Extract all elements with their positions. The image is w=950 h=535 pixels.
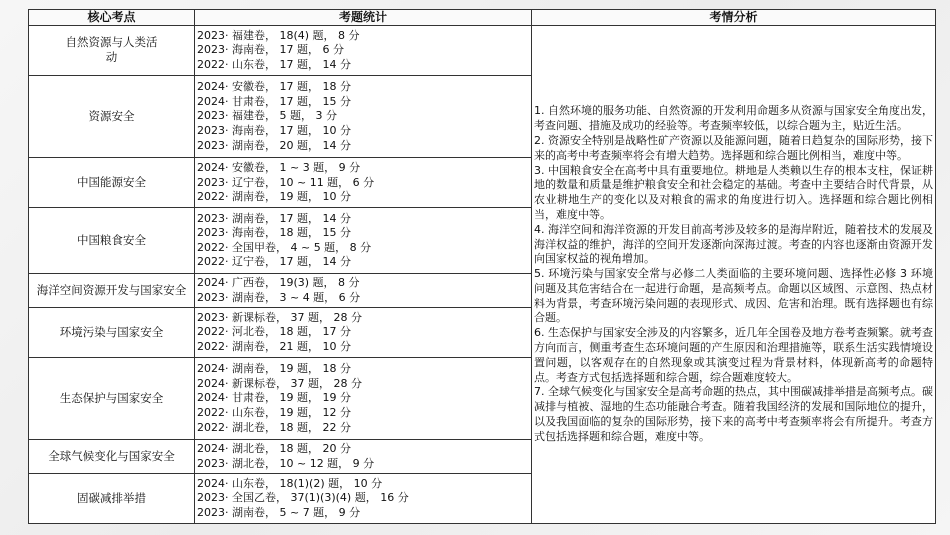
stat-line: 2023· 湖南卷， 3 ~ 4 题， 6 分 [197, 290, 361, 304]
stats-cell [195, 208, 532, 274]
topic-label: 中国能源安全 [77, 175, 146, 190]
stat-line: 2023· 湖南卷， 20 题， 14 分 [197, 138, 351, 152]
stat-line: 2024· 广西卷， 19(3) 题， 8 分 [197, 276, 360, 290]
topic-cell [29, 208, 195, 274]
stats-cell [195, 357, 532, 439]
table-row [29, 26, 936, 76]
stats-cell [195, 308, 532, 358]
stats-cell [195, 274, 532, 308]
stat-line: 2022· 全国甲卷， 4 ~ 5 题， 8 分 [197, 240, 372, 254]
topic-cell [29, 474, 195, 524]
topic-label: 环境污染与国家安全 [59, 325, 164, 340]
stats-cell [195, 158, 532, 208]
header-core-topic: 核心考点 [29, 10, 195, 26]
analysis-paragraph: 4. 海洋空间和海洋资源的开发目前高考涉及较多的是海岸附近，随着技术的发展及海洋权益的维护，海洋的空间开发逐渐向深海过渡。考查的内容也逐渐由资源开发向国家权益的视角增加。 [534, 222, 933, 266]
stat-line: 2022· 湖南卷， 21 题， 10 分 [197, 339, 351, 353]
stats-cell [195, 75, 532, 157]
stat-line: 2023· 海南卷， 18 题， 15 分 [197, 226, 351, 240]
analysis-cell [532, 26, 936, 524]
stats-cell [195, 440, 532, 474]
stat-line: 2023· 湖南卷， 5 ~ 7 题， 9 分 [197, 505, 361, 519]
topic-cell [29, 274, 195, 308]
topic-cell [29, 158, 195, 208]
stat-line: 2024· 甘肃卷， 17 题， 15 分 [197, 94, 351, 108]
analysis-paragraph: 2. 资源安全特别是战略性矿产资源以及能源问题，随着日趋复杂的国际形势，接下来的高考中考查频率将会有增大趋势。选择题和综合题比例相当，难度中等。 [534, 133, 933, 162]
topic-cell [29, 26, 195, 76]
stat-line: 2023· 海南卷， 17 题， 10 分 [197, 123, 351, 137]
header-exam-stats: 考题统计 [195, 10, 532, 26]
topic-label: 中国粮食安全 [77, 233, 146, 248]
analysis-paragraph: 3. 中国粮食安全在高考中具有重要地位。耕地是人类赖以生存的根本支柱，保证耕地的数量和质量是维护粮食安全和社会稳定的基础。考查中主要结合时代背景，从农业耕地生产的变化以及对粮食的需求的角度进行切入。选择题和综合题比例相当，难度中等。 [534, 163, 933, 221]
stat-line: 2024· 甘肃卷， 19 题， 19 分 [197, 391, 351, 405]
stat-line: 2023· 福建卷， 5 题， 3 分 [197, 109, 337, 123]
stats-cell [195, 26, 532, 76]
stat-line: 2023· 新课标卷， 37 题， 28 分 [197, 310, 362, 324]
topic-cell [29, 75, 195, 157]
analysis-paragraph: 6. 生态保护与国家安全涉及的内容繁多，近几年全国卷及地方卷考查频繁。就考查方向而言，侧重考查生态环境问题的产生原因和治理措施等，联系生活实践情境设置问题，以客观存在的自然现象或其演变过程为背景材料，体现新高考的命题特点。考查方式包括选择题和综合题，综合题难度较大。 [534, 326, 933, 384]
stat-line: 2024· 湖北卷， 18 题， 20 分 [197, 442, 351, 456]
stat-line: 2022· 湖北卷， 18 题， 22 分 [197, 420, 351, 434]
topic-label: 全球气候变化与国家安全 [48, 449, 175, 464]
stat-line: 2022· 辽宁卷， 17 题， 14 分 [197, 255, 351, 269]
stat-line: 2022· 河北卷， 18 题， 17 分 [197, 325, 351, 339]
stat-line: 2023· 海南卷， 17 题， 6 分 [197, 43, 344, 57]
stat-line: 2023· 湖南卷， 17 题， 14 分 [197, 211, 351, 225]
topic-label: 自然资源与人类活动 [65, 35, 158, 65]
stat-line: 2024· 安徽卷， 17 题， 18 分 [197, 80, 351, 94]
stat-line: 2024· 新课标卷， 37 题， 28 分 [197, 376, 362, 390]
stat-line: 2023· 辽宁卷， 10 ~ 11 题， 6 分 [197, 175, 375, 189]
stat-line: 2024· 湖南卷， 19 题， 18 分 [197, 362, 351, 376]
stat-line: 2022· 山东卷， 17 题， 14 分 [197, 57, 351, 71]
stat-line: 2023· 全国乙卷， 37(1)(3)(4) 题， 16 分 [197, 491, 409, 505]
analysis-paragraph: 5. 环境污染与国家安全常与必修二人类面临的主要环境问题、选择性必修 3 环境问题及其危害结合在一起进行命题，是高频考点。命题以区域图、示意图、热点材料为背景，考查环境污染问题的表现形式、成因、危害和治理。既有选择题也有综合题。 [534, 267, 933, 325]
topic-label: 生态保护与国家安全 [59, 391, 164, 406]
topic-label: 海洋空间资源开发与国家安全 [36, 283, 187, 298]
exam-analysis-table [28, 9, 936, 524]
stat-line: 2022· 山东卷， 19 题， 12 分 [197, 405, 351, 419]
stats-cell [195, 474, 532, 524]
stat-line: 2023· 湖北卷， 10 ~ 12 题， 9 分 [197, 456, 375, 470]
stat-line: 2024· 山东卷， 18(1)(2) 题， 10 分 [197, 476, 383, 490]
header-analysis: 考情分析 [532, 10, 936, 26]
analysis-paragraph: 7. 全球气候变化与国家安全是高考命题的热点，其中围碳减排举措是高频考点。碳减排与植被、湿地的生态功能融合考查。随着我国经济的发展和国际地位的提升，以及我国面临的复杂的国际形势，接下来的高考中考查频率将会有所提升。考查方式包括选择题和综合题，难度中等。 [534, 385, 933, 443]
analysis-paragraph: 1. 自然环境的服务功能、自然资源的开发利用命题多从资源与国家安全角度出发，考查问题、措施及成功的经验等。考查频率较低，以综合题为主，贴近生活。 [534, 104, 933, 133]
topic-cell [29, 308, 195, 358]
topic-cell [29, 357, 195, 439]
header-row [29, 10, 936, 26]
topic-label: 资源安全 [88, 109, 135, 124]
topic-cell [29, 440, 195, 474]
stat-line: 2022· 湖南卷， 19 题， 10 分 [197, 190, 351, 204]
stat-line: 2024· 安徽卷， 1 ~ 3 题， 9 分 [197, 160, 361, 174]
topic-label: 固碳减排举措 [77, 491, 146, 506]
stat-line: 2023· 福建卷， 18(4) 题， 8 分 [197, 28, 360, 42]
